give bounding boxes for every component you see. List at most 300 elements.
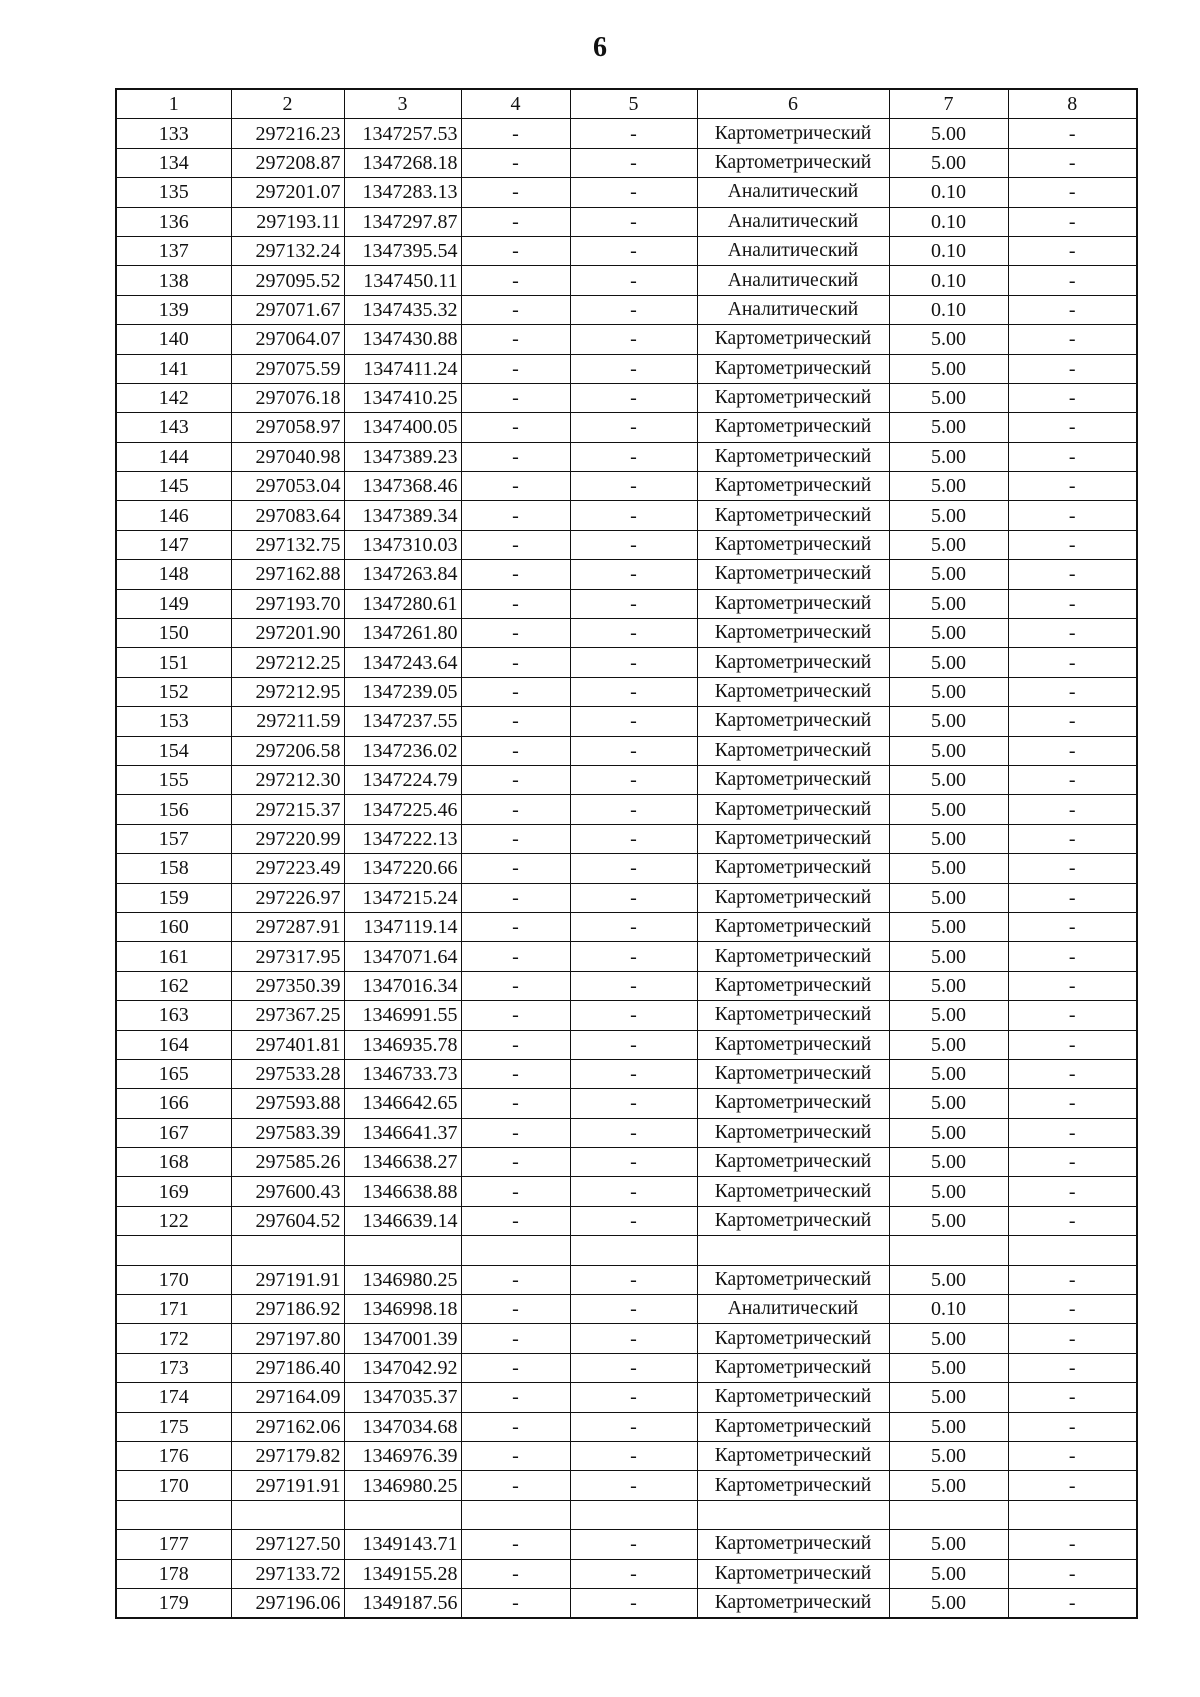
method-cell: Картометрический (697, 1441, 889, 1470)
y-coordinate-cell: 1347310.03 (344, 530, 461, 559)
point-number-cell: 134 (116, 148, 231, 177)
col8-cell: - (1008, 619, 1137, 648)
y-coordinate-cell: 1349187.56 (344, 1588, 461, 1618)
col5-cell: - (570, 1530, 697, 1559)
col5-cell (570, 1500, 697, 1529)
accuracy-cell: 5.00 (889, 942, 1008, 971)
col5-cell: - (570, 413, 697, 442)
y-coordinate-cell: 1346980.25 (344, 1265, 461, 1294)
point-number-cell: 136 (116, 207, 231, 236)
col5-cell: - (570, 912, 697, 941)
point-number-cell: 135 (116, 178, 231, 207)
point-number-cell: 165 (116, 1059, 231, 1088)
accuracy-cell: 5.00 (889, 765, 1008, 794)
method-cell: Аналитический (697, 295, 889, 324)
table-row (116, 148, 1137, 177)
point-number-cell: 154 (116, 736, 231, 765)
y-coordinate-cell: 1347395.54 (344, 236, 461, 265)
accuracy-cell: 0.10 (889, 266, 1008, 295)
col5-cell: - (570, 707, 697, 736)
point-number-cell: 160 (116, 912, 231, 941)
y-coordinate-cell: 1346998.18 (344, 1295, 461, 1324)
point-number-cell: 175 (116, 1412, 231, 1441)
method-cell: Картометрический (697, 1383, 889, 1412)
method-cell: Картометрический (697, 325, 889, 354)
col4-cell: - (461, 1148, 570, 1177)
accuracy-cell: 5.00 (889, 1353, 1008, 1382)
x-coordinate-cell: 297095.52 (231, 266, 344, 295)
col4-cell: - (461, 942, 570, 971)
table-row (116, 472, 1137, 501)
method-cell: Картометрический (697, 1471, 889, 1500)
col4-cell: - (461, 383, 570, 412)
point-number-cell (116, 1236, 231, 1265)
col4-cell: - (461, 854, 570, 883)
table-row (116, 1295, 1137, 1324)
col5-cell: - (570, 942, 697, 971)
col5-cell: - (570, 1471, 697, 1500)
col4-cell: - (461, 1588, 570, 1618)
method-cell: Картометрический (697, 736, 889, 765)
col4-cell: - (461, 1471, 570, 1500)
x-coordinate-cell: 297132.24 (231, 236, 344, 265)
accuracy-cell: 5.00 (889, 854, 1008, 883)
method-cell: Картометрический (697, 883, 889, 912)
table-row (116, 1471, 1137, 1500)
x-coordinate-cell: 297212.95 (231, 677, 344, 706)
accuracy-cell: 5.00 (889, 795, 1008, 824)
table-row (116, 266, 1137, 295)
y-coordinate-cell: 1347411.24 (344, 354, 461, 383)
col4-cell: - (461, 971, 570, 1000)
accuracy-cell: 5.00 (889, 354, 1008, 383)
table-row (116, 207, 1137, 236)
method-cell: Картометрический (697, 765, 889, 794)
y-coordinate-cell: 1347016.34 (344, 971, 461, 1000)
method-cell (697, 1236, 889, 1265)
y-coordinate-cell: 1347222.13 (344, 824, 461, 853)
x-coordinate-cell: 297211.59 (231, 707, 344, 736)
point-number-cell: 139 (116, 295, 231, 324)
col5-cell: - (570, 648, 697, 677)
col5-cell: - (570, 1588, 697, 1618)
accuracy-cell: 5.00 (889, 1383, 1008, 1412)
method-cell: Картометрический (697, 1559, 889, 1588)
col4-cell: - (461, 442, 570, 471)
x-coordinate-cell: 297367.25 (231, 1001, 344, 1030)
point-number-cell: 137 (116, 236, 231, 265)
col4-cell: - (461, 119, 570, 148)
point-number-cell: 140 (116, 325, 231, 354)
y-coordinate-cell: 1347368.46 (344, 472, 461, 501)
column-header: 5 (570, 89, 697, 119)
point-number-cell: 145 (116, 472, 231, 501)
x-coordinate-cell: 297053.04 (231, 472, 344, 501)
col5-cell: - (570, 207, 697, 236)
x-coordinate-cell: 297071.67 (231, 295, 344, 324)
col4-cell: - (461, 354, 570, 383)
method-cell: Картометрический (697, 383, 889, 412)
y-coordinate-cell: 1349143.71 (344, 1530, 461, 1559)
accuracy-cell: 0.10 (889, 207, 1008, 236)
table-row (116, 1177, 1137, 1206)
point-number-cell: 158 (116, 854, 231, 883)
x-coordinate-cell: 297350.39 (231, 971, 344, 1000)
x-coordinate-cell (231, 1500, 344, 1529)
col8-cell: - (1008, 1295, 1137, 1324)
accuracy-cell: 0.10 (889, 1295, 1008, 1324)
method-cell: Картометрический (697, 707, 889, 736)
col8-cell: - (1008, 383, 1137, 412)
x-coordinate-cell: 297193.70 (231, 589, 344, 618)
col8-cell: - (1008, 736, 1137, 765)
table-row (116, 619, 1137, 648)
col4-cell: - (461, 413, 570, 442)
table-row (116, 824, 1137, 853)
x-coordinate-cell: 297215.37 (231, 795, 344, 824)
method-cell: Картометрический (697, 560, 889, 589)
column-header: 4 (461, 89, 570, 119)
col4-cell: - (461, 1441, 570, 1470)
col5-cell: - (570, 1559, 697, 1588)
point-number-cell: 167 (116, 1118, 231, 1147)
accuracy-cell: 5.00 (889, 736, 1008, 765)
col8-cell: - (1008, 765, 1137, 794)
accuracy-cell: 5.00 (889, 560, 1008, 589)
column-header: 7 (889, 89, 1008, 119)
method-cell: Картометрический (697, 472, 889, 501)
method-cell: Картометрический (697, 1324, 889, 1353)
col5-cell: - (570, 148, 697, 177)
col5-cell: - (570, 325, 697, 354)
col8-cell: - (1008, 119, 1137, 148)
col5-cell: - (570, 1412, 697, 1441)
table-row (116, 413, 1137, 442)
column-header: 1 (116, 89, 231, 119)
table-row (116, 560, 1137, 589)
col4-cell: - (461, 883, 570, 912)
x-coordinate-cell: 297593.88 (231, 1089, 344, 1118)
accuracy-cell (889, 1500, 1008, 1529)
point-number-cell: 153 (116, 707, 231, 736)
point-number-cell: 163 (116, 1001, 231, 1030)
y-coordinate-cell: 1346991.55 (344, 1001, 461, 1030)
col4-cell: - (461, 207, 570, 236)
col4-cell: - (461, 325, 570, 354)
accuracy-cell (889, 1236, 1008, 1265)
col8-cell (1008, 1236, 1137, 1265)
x-coordinate-cell: 297401.81 (231, 1030, 344, 1059)
col5-cell: - (570, 1383, 697, 1412)
col8-cell: - (1008, 677, 1137, 706)
page-number: 6 (593, 32, 607, 63)
col4-cell: - (461, 736, 570, 765)
y-coordinate-cell: 1347435.32 (344, 295, 461, 324)
accuracy-cell: 0.10 (889, 295, 1008, 324)
point-number-cell: 179 (116, 1588, 231, 1618)
method-cell: Картометрический (697, 1265, 889, 1294)
col8-cell: - (1008, 1089, 1137, 1118)
point-number-cell: 162 (116, 971, 231, 1000)
col5-cell: - (570, 530, 697, 559)
col8-cell: - (1008, 1530, 1137, 1559)
col8-cell: - (1008, 1412, 1137, 1441)
col5-cell: - (570, 1353, 697, 1382)
col8-cell: - (1008, 413, 1137, 442)
accuracy-cell: 5.00 (889, 472, 1008, 501)
col4-cell: - (461, 677, 570, 706)
table-row (116, 119, 1137, 148)
col8-cell: - (1008, 1177, 1137, 1206)
col8-cell: - (1008, 1206, 1137, 1235)
col4-cell: - (461, 765, 570, 794)
x-coordinate-cell: 297075.59 (231, 354, 344, 383)
col8-cell: - (1008, 1059, 1137, 1088)
col5-cell: - (570, 1030, 697, 1059)
x-coordinate-cell: 297196.06 (231, 1588, 344, 1618)
col5-cell: - (570, 1206, 697, 1235)
method-cell: Картометрический (697, 912, 889, 941)
col8-cell: - (1008, 178, 1137, 207)
col5-cell: - (570, 619, 697, 648)
accuracy-cell: 5.00 (889, 383, 1008, 412)
point-number-cell: 170 (116, 1471, 231, 1500)
col5-cell: - (570, 883, 697, 912)
point-number-cell: 161 (116, 942, 231, 971)
y-coordinate-cell: 1346976.39 (344, 1441, 461, 1470)
accuracy-cell: 5.00 (889, 1471, 1008, 1500)
table-row (116, 1383, 1137, 1412)
method-cell: Картометрический (697, 589, 889, 618)
col8-cell: - (1008, 589, 1137, 618)
point-number-cell: 146 (116, 501, 231, 530)
table-row (116, 971, 1137, 1000)
column-header: 8 (1008, 89, 1137, 119)
y-coordinate-cell: 1347001.39 (344, 1324, 461, 1353)
accuracy-cell: 5.00 (889, 1559, 1008, 1588)
accuracy-cell: 5.00 (889, 1148, 1008, 1177)
col4-cell: - (461, 1030, 570, 1059)
accuracy-cell: 5.00 (889, 1530, 1008, 1559)
method-cell: Картометрический (697, 1089, 889, 1118)
y-coordinate-cell: 1346638.88 (344, 1177, 461, 1206)
col5-cell: - (570, 501, 697, 530)
col4-cell: - (461, 912, 570, 941)
table-row (116, 1148, 1137, 1177)
method-cell: Картометрический (697, 1118, 889, 1147)
col8-cell: - (1008, 707, 1137, 736)
accuracy-cell: 5.00 (889, 1177, 1008, 1206)
col5-cell: - (570, 354, 697, 383)
accuracy-cell: 5.00 (889, 883, 1008, 912)
table-row (116, 589, 1137, 618)
method-cell: Картометрический (697, 148, 889, 177)
col4-cell: - (461, 1177, 570, 1206)
method-cell: Картометрический (697, 442, 889, 471)
point-number-cell: 159 (116, 883, 231, 912)
col4-cell (461, 1500, 570, 1529)
col4-cell: - (461, 178, 570, 207)
col4-cell: - (461, 1089, 570, 1118)
col5-cell: - (570, 1441, 697, 1470)
y-coordinate-cell: 1347283.13 (344, 178, 461, 207)
col4-cell: - (461, 1383, 570, 1412)
col5-cell (570, 1236, 697, 1265)
accuracy-cell: 5.00 (889, 971, 1008, 1000)
point-number-cell: 143 (116, 413, 231, 442)
table-row (116, 354, 1137, 383)
y-coordinate-cell (344, 1500, 461, 1529)
x-coordinate-cell: 297132.75 (231, 530, 344, 559)
y-coordinate-cell: 1346733.73 (344, 1059, 461, 1088)
accuracy-cell: 5.00 (889, 1030, 1008, 1059)
col5-cell: - (570, 1177, 697, 1206)
method-cell: Картометрический (697, 1530, 889, 1559)
point-number-cell: 142 (116, 383, 231, 412)
point-number-cell: 178 (116, 1559, 231, 1588)
table-row (116, 1030, 1137, 1059)
table-row (116, 530, 1137, 559)
y-coordinate-cell: 1347410.25 (344, 383, 461, 412)
method-cell: Картометрический (697, 354, 889, 383)
table-row (116, 178, 1137, 207)
accuracy-cell: 5.00 (889, 648, 1008, 677)
point-number-cell: 122 (116, 1206, 231, 1235)
col8-cell: - (1008, 795, 1137, 824)
accuracy-cell: 5.00 (889, 912, 1008, 941)
table-row (116, 1530, 1137, 1559)
accuracy-cell: 5.00 (889, 1441, 1008, 1470)
col4-cell: - (461, 1559, 570, 1588)
table-row (116, 765, 1137, 794)
method-cell: Картометрический (697, 501, 889, 530)
accuracy-cell: 5.00 (889, 1206, 1008, 1235)
col5-cell: - (570, 1148, 697, 1177)
col5-cell: - (570, 236, 697, 265)
y-coordinate-cell: 1346642.65 (344, 1089, 461, 1118)
col8-cell: - (1008, 1001, 1137, 1030)
col5-cell: - (570, 1059, 697, 1088)
y-coordinate-cell: 1346935.78 (344, 1030, 461, 1059)
col5-cell: - (570, 119, 697, 148)
x-coordinate-cell: 297212.25 (231, 648, 344, 677)
col5-cell: - (570, 824, 697, 853)
method-cell: Картометрический (697, 119, 889, 148)
x-coordinate-cell: 297208.87 (231, 148, 344, 177)
table-row (116, 501, 1137, 530)
point-number-cell: 173 (116, 1353, 231, 1382)
point-number-cell: 147 (116, 530, 231, 559)
table-row (116, 1059, 1137, 1088)
col8-cell (1008, 1500, 1137, 1529)
table-row (116, 1001, 1137, 1030)
col4-cell: - (461, 472, 570, 501)
method-cell: Аналитический (697, 178, 889, 207)
table-row (116, 1089, 1137, 1118)
y-coordinate-cell: 1347071.64 (344, 942, 461, 971)
col4-cell: - (461, 1324, 570, 1353)
y-coordinate-cell: 1347297.87 (344, 207, 461, 236)
point-number-cell: 168 (116, 1148, 231, 1177)
col4-cell: - (461, 1295, 570, 1324)
y-coordinate-cell: 1346638.27 (344, 1148, 461, 1177)
col5-cell: - (570, 589, 697, 618)
method-cell: Картометрический (697, 1412, 889, 1441)
accuracy-cell: 5.00 (889, 413, 1008, 442)
point-number-cell: 170 (116, 1265, 231, 1294)
point-number-cell: 164 (116, 1030, 231, 1059)
table-row (116, 912, 1137, 941)
col5-cell: - (570, 266, 697, 295)
point-number-cell: 177 (116, 1530, 231, 1559)
y-coordinate-cell: 1347215.24 (344, 883, 461, 912)
method-cell: Картометрический (697, 530, 889, 559)
table-row (116, 1500, 1137, 1529)
col8-cell: - (1008, 148, 1137, 177)
x-coordinate-cell: 297317.95 (231, 942, 344, 971)
y-coordinate-cell: 1346639.14 (344, 1206, 461, 1235)
x-coordinate-cell: 297197.80 (231, 1324, 344, 1353)
col8-cell: - (1008, 1148, 1137, 1177)
x-coordinate-cell: 297164.09 (231, 1383, 344, 1412)
col8-cell: - (1008, 883, 1137, 912)
method-cell: Картометрический (697, 1001, 889, 1030)
x-coordinate-cell: 297191.91 (231, 1265, 344, 1294)
accuracy-cell: 5.00 (889, 1265, 1008, 1294)
table-row (116, 1588, 1137, 1618)
table-row (116, 295, 1137, 324)
point-number-cell: 176 (116, 1441, 231, 1470)
table-row (116, 1118, 1137, 1147)
y-coordinate-cell: 1347400.05 (344, 413, 461, 442)
table-row (116, 325, 1137, 354)
x-coordinate-cell: 297226.97 (231, 883, 344, 912)
y-coordinate-cell: 1347237.55 (344, 707, 461, 736)
x-coordinate-cell: 297585.26 (231, 1148, 344, 1177)
col8-cell: - (1008, 207, 1137, 236)
col4-cell: - (461, 501, 570, 530)
point-number-cell: 171 (116, 1295, 231, 1324)
col8-cell: - (1008, 648, 1137, 677)
y-coordinate-cell: 1347280.61 (344, 589, 461, 618)
x-coordinate-cell: 297040.98 (231, 442, 344, 471)
y-coordinate-cell: 1347268.18 (344, 148, 461, 177)
col4-cell: - (461, 619, 570, 648)
col5-cell: - (570, 736, 697, 765)
method-cell: Картометрический (697, 854, 889, 883)
column-header: 3 (344, 89, 461, 119)
col4-cell: - (461, 648, 570, 677)
accuracy-cell: 5.00 (889, 1412, 1008, 1441)
col8-cell: - (1008, 1118, 1137, 1147)
method-cell: Картометрический (697, 1148, 889, 1177)
point-number-cell: 150 (116, 619, 231, 648)
x-coordinate-cell: 297287.91 (231, 912, 344, 941)
col8-cell: - (1008, 560, 1137, 589)
col8-cell: - (1008, 1383, 1137, 1412)
y-coordinate-cell: 1347243.64 (344, 648, 461, 677)
table-row (116, 442, 1137, 471)
table-header-row (116, 89, 1137, 119)
col8-cell: - (1008, 236, 1137, 265)
col4-cell: - (461, 295, 570, 324)
method-cell: Картометрический (697, 942, 889, 971)
column-header: 2 (231, 89, 344, 119)
col8-cell: - (1008, 1324, 1137, 1353)
col8-cell: - (1008, 266, 1137, 295)
accuracy-cell: 5.00 (889, 677, 1008, 706)
y-coordinate-cell: 1347389.34 (344, 501, 461, 530)
